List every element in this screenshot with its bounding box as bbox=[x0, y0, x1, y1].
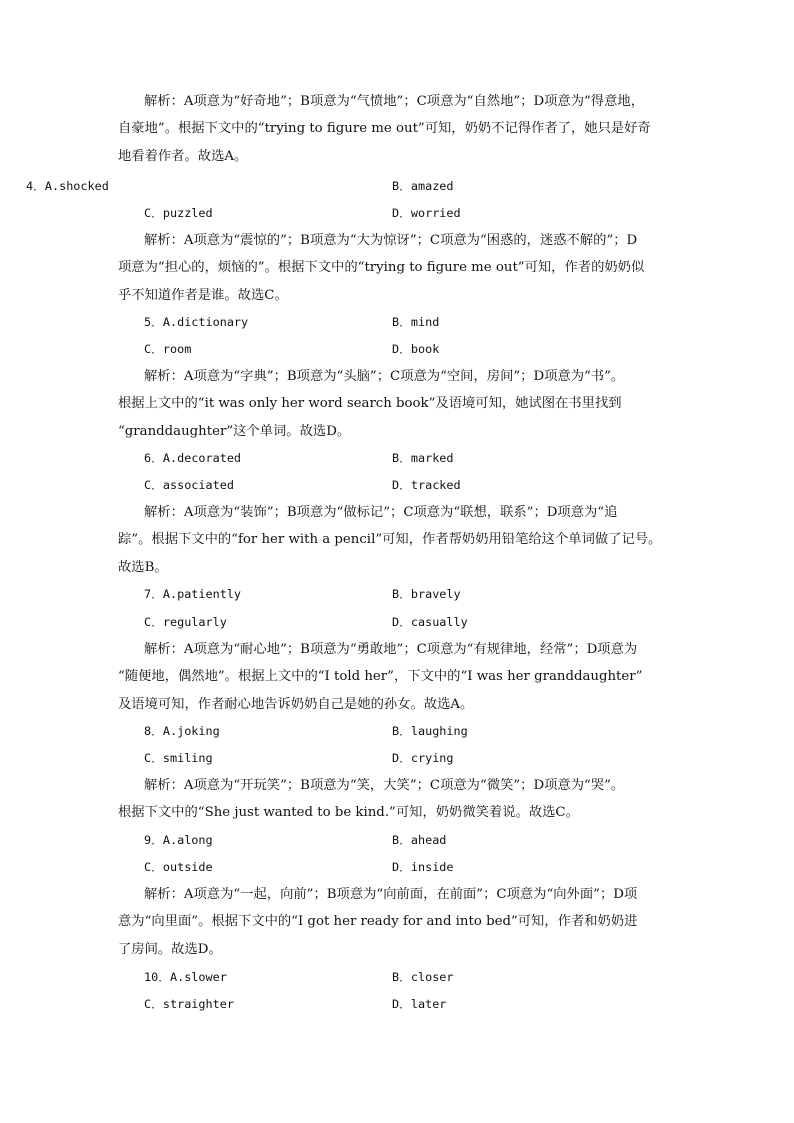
explanation-4 bbox=[118, 227, 686, 309]
option-5a: 5．A.dictionary bbox=[144, 315, 249, 329]
explanation-line: 解析：A项意为“字典”；B项意为“头脑”；C项意为“空间，房间”；D项意为“书”。 bbox=[144, 369, 625, 384]
explanation-line: 故选B。 bbox=[118, 559, 168, 575]
option-8a: 8．A.joking bbox=[144, 724, 220, 738]
option-8d: D．crying bbox=[392, 751, 454, 765]
option-9a: 9．A.along bbox=[144, 833, 213, 847]
explanation-line: “granddaughter”这个单词。故选D。 bbox=[118, 423, 351, 439]
option-6d: D．tracked bbox=[392, 478, 461, 492]
explanation-line: 自豪地”。根据下文中的“trying to figure me out”可知，奶奶不记得作者了，她只是好奇 bbox=[118, 121, 651, 137]
option-4b: B．amazed bbox=[392, 179, 454, 193]
explanation-8 bbox=[118, 772, 686, 827]
option-8b: B．laughing bbox=[392, 724, 468, 738]
option-10d: D．later bbox=[392, 997, 447, 1011]
explanation-7 bbox=[118, 636, 686, 718]
explanation-line: 了房间。故选D。 bbox=[118, 941, 222, 957]
option-5d: D．book bbox=[392, 342, 440, 356]
option-5b: B．mind bbox=[392, 315, 440, 329]
option-6a: 6．A.decorated bbox=[144, 451, 242, 465]
option-8c: C．smiling bbox=[144, 751, 213, 765]
option-7a: 7．A.patiently bbox=[144, 587, 242, 601]
option-10b: B．closer bbox=[392, 970, 454, 984]
explanation-line: “随便地，偶然地”。根据上文中的“I told her”，下文中的“I was her granddaughter” bbox=[118, 669, 643, 685]
option-10a: 10．A.slower bbox=[144, 970, 227, 984]
explanation-line: 地看着作者。故选A。 bbox=[118, 148, 248, 164]
explanation-line: 踪”。根据下文中的“for her with a pencil”可知，作者帮奶奶用铅笔给这个单词做了记号。 bbox=[118, 532, 662, 548]
explanation-line: 乎不知道作者是谁。故选C。 bbox=[118, 287, 288, 303]
option-5c: C．room bbox=[144, 342, 192, 356]
explanation-3 bbox=[118, 88, 686, 170]
option-9b: B．ahead bbox=[392, 833, 447, 847]
option-10c: C．straighter bbox=[144, 997, 234, 1011]
explanation-9 bbox=[118, 881, 686, 963]
option-6b: B．marked bbox=[392, 451, 454, 465]
explanation-line: 解析：A项意为“一起，向前”；B项意为“向前面，在前面”；C项意为“向外面”；D项 bbox=[144, 887, 638, 902]
explanation-line: 项意为“担心的，烦恼的”。根据下文中的“trying to figure me out”可知，作者的奶奶似 bbox=[118, 260, 645, 276]
option-7d: D．casually bbox=[392, 615, 468, 629]
option-4c: C．puzzled bbox=[144, 206, 213, 220]
option-6c: C．associated bbox=[144, 478, 234, 492]
explanation-6 bbox=[118, 499, 686, 581]
explanation-5 bbox=[118, 363, 686, 445]
option-7c: C．regularly bbox=[144, 615, 227, 629]
option-4a: 4．A.shocked bbox=[26, 179, 109, 193]
explanation-line: 解析：A项意为“开玩笑”；B项意为“笑，大笑”；C项意为“微笑”；D项意为“哭”。 bbox=[144, 778, 625, 793]
explanation-line: 根据上文中的“it was only her word search book”及语境可知，她试图在书里找到 bbox=[118, 396, 622, 412]
option-9c: C．outside bbox=[144, 860, 213, 874]
option-4d: D．worried bbox=[392, 206, 461, 220]
explanation-line: 根据下文中的“She just wanted to be kind.”可知，奶奶微笑着说。故选C。 bbox=[118, 805, 579, 821]
explanation-line: 解析：A项意为“好奇地”；B项意为“气愤地”；C项意为“自然地”；D项意为“得意地， bbox=[144, 94, 644, 109]
explanation-line: 解析：A项意为“震惊的”；B项意为“大为惊讶”；C项意为“困惑的，迷惑不解的”；D bbox=[144, 233, 638, 248]
explanation-line: 意为“向里面”。根据下文中的“I got her ready for and into bed”可知，作者和奶奶进 bbox=[118, 914, 638, 930]
option-9d: D．inside bbox=[392, 860, 454, 874]
explanation-line: 解析：A项意为“装饰”；B项意为“做标记”；C项意为“联想，联系”；D项意为“追 bbox=[144, 505, 618, 520]
explanation-line: 及语境可知，作者耐心地告诉奶奶自己是她的孙女。故选A。 bbox=[118, 696, 474, 712]
explanation-line: 解析：A项意为“耐心地”；B项意为“勇敢地”；C项意为“有规律地，经常”；D项意为 bbox=[144, 642, 638, 657]
option-7b: B．bravely bbox=[392, 587, 461, 601]
